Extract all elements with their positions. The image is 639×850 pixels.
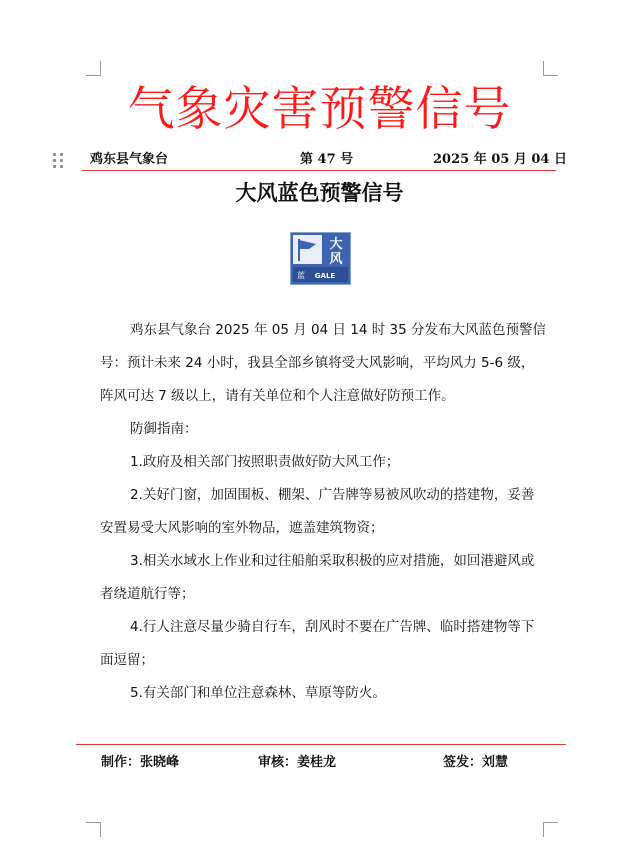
gale-blue-warning-icon	[290, 232, 351, 285]
icon-big-text-2: 风	[329, 252, 343, 267]
footer-reviewed-by: 审核：姜桂龙	[258, 755, 337, 770]
issue-number: 第 47 号	[300, 152, 354, 167]
guide-item-1: 1.政府及相关部门按照职责做好防大风工作；	[130, 454, 400, 470]
footer-divider	[76, 744, 566, 745]
crop-mark-top-right	[543, 61, 558, 76]
masthead-title: 气象灾害预警信号	[127, 82, 512, 137]
guide-item-4: 4.行人注意尽量少骑自行车，刮风时不要在广告牌、临时搭建物等下面逗留；	[100, 619, 535, 668]
footer-made-by: 制作：张晓峰	[101, 755, 180, 770]
icon-big-text-1: 大	[329, 237, 343, 252]
guide-item-2: 2.关好门窗，加固围板、棚架、广告牌等易被风吹动的搭建物，妥善安置易受大风影响的室外物品，遮盖建筑物资；	[100, 487, 535, 536]
crop-mark-top-left	[86, 61, 101, 76]
guide-heading: 防御指南：	[130, 421, 198, 437]
issue-date: 2025 年 05 月 04 日	[433, 152, 567, 167]
icon-label: GALE	[314, 272, 336, 280]
icon-small-text: 蓝	[297, 271, 305, 280]
header-divider	[82, 170, 556, 171]
crop-mark-bottom-left	[86, 822, 101, 837]
crop-mark-bottom-right	[543, 822, 558, 837]
document-title: 大风蓝色预警信号	[235, 180, 404, 205]
table-drag-handle-icon[interactable]	[53, 153, 65, 169]
issuing-station: 鸡东县气象台	[90, 152, 169, 167]
footer-signed-by: 签发：刘慧	[443, 755, 509, 770]
guide-item-5: 5.有关部门和单位注意森林、草原等防火。	[130, 685, 386, 701]
intro-paragraph: 鸡东县气象台 2025 年 05 月 04 日 14 时 35 分发布大风蓝色预警信号：预计未来 24 小时，我县全部乡镇将受大风影响，平均风力 5-6 级，阵风可达 7 级以上，请有关单位和个人注意做好防预工作。	[100, 322, 546, 404]
guide-item-3: 3.相关水域水上作业和过往船舶采取积极的应对措施，如回港避风或者绕道航行等；	[100, 553, 535, 602]
warning-body	[100, 314, 547, 710]
